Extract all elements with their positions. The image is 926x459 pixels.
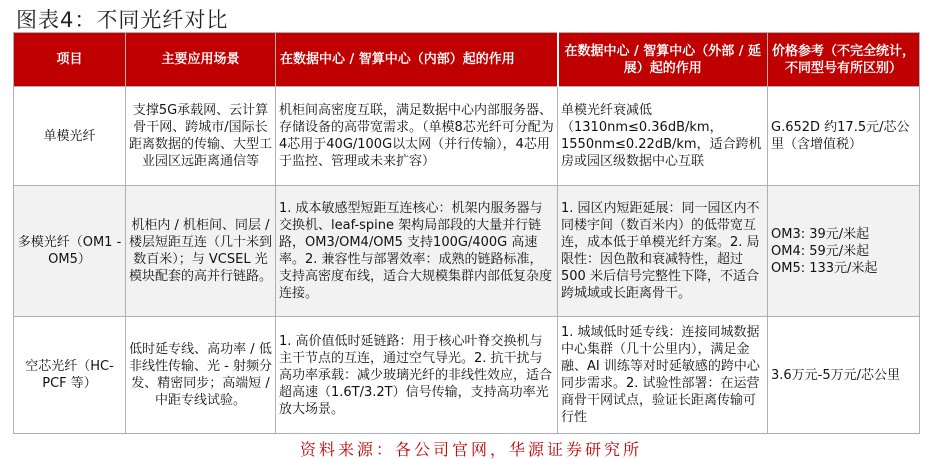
- row-price: G.652D 约17.5元/芯公里（含增值税）: [768, 87, 920, 186]
- row-internal-role: 1. 高价值低时延链路：用于核心叶脊交换机与主干节点的互连，通过空气导光。2. 抗干扰与高功率承载：减少玻璃光纤的非线性效应，适合超高速（1.6T/3.2T）信号传输，支持高功率光放大场景。: [276, 317, 558, 434]
- row-external-role: 1. 园区内短距延展：同一园区内不同楼宇间（数百米内）的低带宽互连，成本低于单模光纤方案。2. 局限性：因色散和衰减特性，超过 500 米后信号完整性下降，不适合跨城域或长距离骨干。: [558, 186, 768, 317]
- row-name: 多模光纤（OM1 - OM5）: [14, 186, 126, 317]
- source-note-text: 资料来源：各公司官网，华源证券研究所: [300, 440, 643, 459]
- table-header-row: [14, 33, 920, 87]
- fiber-comparison-table: [13, 32, 920, 434]
- row-name: 单模光纤: [14, 87, 126, 186]
- header-scenario: 主要应用场景: [126, 33, 276, 87]
- row-internal-role: 机柜间高密度互联，满足数据中心内部服务器、存储设备的高带宽需求。（单模8芯光纤可分配为4芯用于40G/100G以太网（并行传输），4芯用于监控、管理或未来扩容）: [276, 87, 558, 186]
- header-internal-role: 在数据中心 / 智算中心（内部）起的作用: [276, 33, 558, 87]
- row-price: 3.6万元-5万元/芯公里: [768, 317, 920, 434]
- price-line: OM4: 59元/米起: [771, 243, 870, 259]
- row-scenario: 机柜内 / 机柜间、同层 / 楼层短距互连（几十米到数百米）；与 VCSEL 光模块配套的高并行链路。: [126, 186, 276, 317]
- price-line: OM5: 133元/米起: [771, 260, 878, 276]
- row-price: [768, 186, 920, 317]
- table-row: [14, 317, 920, 434]
- row-scenario: 支撑5G承载网、云计算骨干网、跨城市/国际长距离数据的传输、大型工业园区远距离通信等: [126, 87, 276, 186]
- row-external-role: 1. 城域低时延专线：连接同城数据中心集群（几十公里内），满足金融、AI 训练等对时延敏感的跨中心同步需求。2. 试验性部署：在运营商骨干网试点，验证长距离传输可行性: [558, 317, 768, 434]
- table-row: [14, 186, 920, 317]
- figure-title: 图表4：不同光纤对比: [16, 8, 229, 32]
- row-external-role: 单模光纤衰减低（1310nm≤0.36dB/km，1550nm≤0.22dB/km，适合跨机房或园区级数据中心互联: [558, 87, 768, 186]
- row-scenario: 低时延专线、高功率 / 低非线性传输、光 - 射频分发、精密同步；高端短 / 中距专线试验。: [126, 317, 276, 434]
- source-note: [300, 440, 720, 459]
- table-row: [14, 87, 920, 186]
- row-name: 空芯光纤（HC-PCF 等）: [14, 317, 126, 434]
- row-internal-role: 1. 成本敏感型短距互连核心：机架内服务器与交换机、leaf-spine 架构局部段的大量并行链路，OM3/OM4/OM5 支持100G/400G 高速率。2. 兼容性与部署效率：成熟的链路标准，支持高密度布线，适合大规模集群内部低复杂度连接。: [276, 186, 558, 317]
- header-price: 价格参考（不完全统计，不同型号有所区别）: [768, 33, 920, 87]
- header-item: 项目: [14, 33, 126, 87]
- header-external-role: 在数据中心 / 智算中心（外部 / 延展）起的作用: [558, 33, 768, 87]
- price-line: OM3: 39元/米起: [771, 226, 870, 242]
